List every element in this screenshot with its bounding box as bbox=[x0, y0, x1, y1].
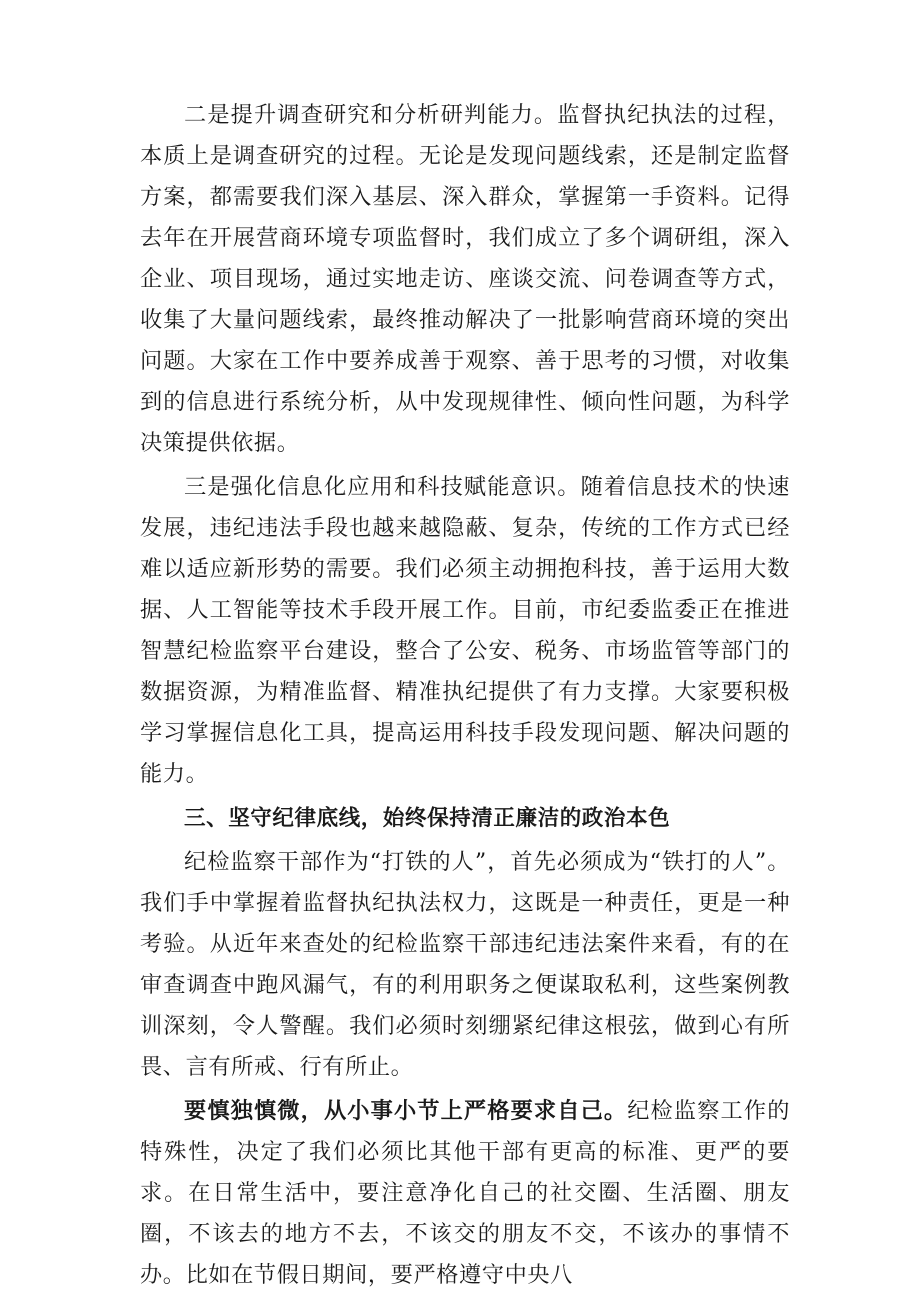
section-heading-discipline: 三、坚守纪律底线，始终保持清正廉洁的政治本色 bbox=[184, 806, 671, 831]
paragraph-informatization: 三是强化信息化应用和科技赋能意识。随着信息技术的快速发展，违纪违法手段也越来越隐蔽、复杂，传统的工作方式已经难以适应新形势的需要。我们必须主动拥抱科技，善于运用大数据、人工智能等技术手段开展工作。目前，市纪委监委正在推进智慧纪检监察平台建设，整合了公安、税务、市场监管等部门的数据资源，为精准监督、精准执纪提供了有力支撑。大家要积极学习掌握信息化工具，提高运用科技手段发现问题、解决问题的能力。 bbox=[140, 474, 790, 787]
paragraph-body: 纪检监察工作的特殊性，决定了我们必须比其他干部有更高的标准、更严的要求。在日常生活中，要注意净化自己的社交圈、生活圈、朋友圈，不该去的地方不去，不该交的朋友不交，不该办的事情不办。比如在节假日期间，要严格遵守中央八 bbox=[140, 1098, 790, 1288]
paragraph-self-discipline bbox=[140, 1091, 790, 1296]
paragraph-lead-bold: 要慎独慎微，从小事小节上严格要求自己。 bbox=[184, 1098, 628, 1124]
document-page bbox=[140, 95, 790, 1296]
paragraph-investigation: 二是提升调查研究和分析研判能力。监督执纪执法的过程，本质上是调查研究的过程。无论是发现问题线索，还是制定监督方案，都需要我们深入基层、深入群众，掌握第一手资料。记得去年在开展营商环境专项监督时，我们成立了多个调研组，深入企业、项目现场，通过实地走访、座谈交流、问卷调查等方式，收集了大量问题线索，最终推动解决了一批影响营商环境的突出问题。大家在工作中要养成善于观察、善于思考的习惯，对收集到的信息进行系统分析，从中发现规律性、倾向性问题，为科学决策提供依据。 bbox=[140, 102, 790, 456]
paragraph-iron-man: 纪检监察干部作为“打铁的人”，首先必须成为“铁打的人”。我们手中掌握着监督执纪执法权力，这既是一种责任，更是一种考验。从近年来查处的纪检监察干部违纪违法案件来看，有的在审查调查中跑风漏气，有的利用职务之便谋取私利，这些案例教训深刻，令人警醒。我们必须时刻绷紧纪律这根弦，做到心有所畏、言有所戒、行有所止。 bbox=[140, 849, 790, 1080]
